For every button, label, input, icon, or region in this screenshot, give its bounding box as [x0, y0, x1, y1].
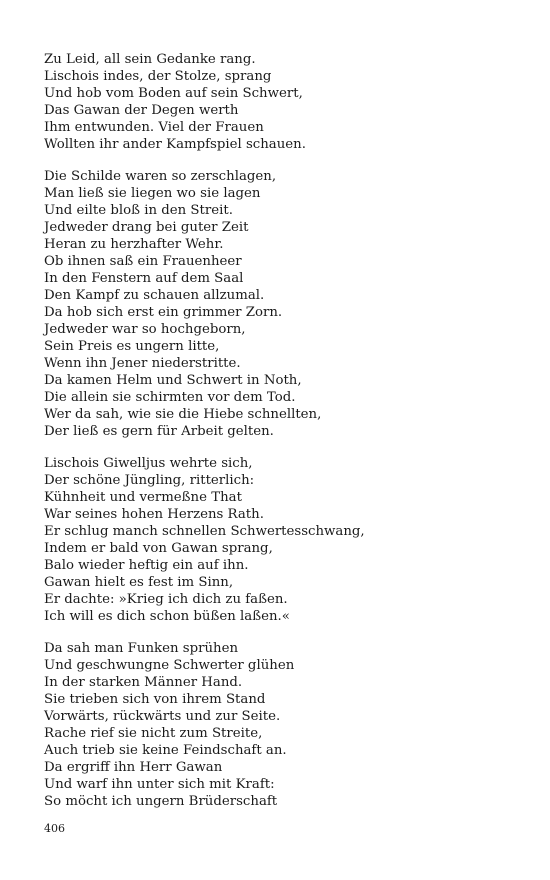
verse-line: Lischois Giwelljus wehrte sich, — [44, 456, 253, 471]
verse-line: Und geschwungne Schwerter glühen — [44, 658, 295, 673]
verse-line: Das Gawan der Degen werth — [44, 103, 239, 118]
verse-line: Und eilte bloß in den Streit. — [44, 203, 233, 218]
verse-line: Vorwärts, rückwärts und zur Seite. — [44, 709, 281, 724]
verse-line: Lischois indes, der Stolze, sprang — [44, 69, 272, 84]
verse-line: Kühnheit und vermeßne That — [44, 490, 242, 505]
verse-line: Wer da sah, wie sie die Hiebe schnellten, — [44, 407, 322, 422]
verse-line: Man ließ sie liegen wo sie lagen — [44, 186, 261, 201]
verse-line: In den Fenstern auf dem Saal — [44, 271, 244, 286]
verse-line: Auch trieb sie keine Feindschaft an. — [44, 743, 287, 758]
verse-line: Gawan hielt es fest im Sinn, — [44, 575, 234, 590]
stanza — [44, 168, 514, 440]
verse-line: Den Kampf zu schauen allzumal. — [44, 288, 265, 303]
verse-line: War seines hohen Herzens Rath. — [44, 507, 264, 522]
poem-text — [44, 51, 514, 825]
page-number: 406 — [44, 822, 65, 835]
stanza — [44, 640, 514, 810]
verse-line: Und hob vom Boden auf sein Schwert, — [44, 86, 303, 101]
verse-line: Jedweder drang bei guter Zeit — [44, 220, 249, 235]
verse-line: Sein Preis es ungern litte, — [44, 339, 220, 354]
verse-line: Da ergriff ihn Herr Gawan — [44, 760, 223, 775]
verse-line: Ich will es dich schon büßen laßen.« — [44, 609, 290, 624]
verse-line: Balo wieder heftig ein auf ihn. — [44, 558, 249, 573]
verse-line: Heran zu herzhafter Wehr. — [44, 237, 224, 252]
verse-line: Er dachte: »Krieg ich dich zu faßen. — [44, 592, 288, 607]
verse-line: Rache rief sie nicht zum Streite, — [44, 726, 263, 741]
verse-line: Der ließ es gern für Arbeit gelten. — [44, 424, 274, 439]
verse-line: So möcht ich ungern Brüderschaft — [44, 794, 278, 809]
stanza — [44, 51, 514, 153]
verse-line: Ihm entwunden. Viel der Frauen — [44, 120, 264, 135]
verse-line: Wenn ihn Jener niederstritte. — [44, 356, 241, 371]
stanza — [44, 455, 514, 625]
verse-line: Ob ihnen saß ein Frauenheer — [44, 254, 242, 269]
verse-line: Und warf ihn unter sich mit Kraft: — [44, 777, 275, 792]
verse-line: Wollten ihr ander Kampfspiel schauen. — [44, 137, 306, 152]
verse-line: Er schlug manch schnellen Schwertesschwang, — [44, 524, 365, 539]
verse-line: Da sah man Funken sprühen — [44, 641, 239, 656]
verse-line: Jedweder war so hochgeborn, — [44, 322, 246, 337]
verse-line: Da kamen Helm und Schwert in Noth, — [44, 373, 302, 388]
verse-line: Der schöne Jüngling, ritterlich: — [44, 473, 255, 488]
verse-line: Die allein sie schirmten vor dem Tod. — [44, 390, 296, 405]
verse-line: Zu Leid, all sein Gedanke rang. — [44, 52, 256, 67]
verse-line: Indem er bald von Gawan sprang, — [44, 541, 273, 556]
verse-line: Da hob sich erst ein grimmer Zorn. — [44, 305, 283, 320]
verse-line: Die Schilde waren so zerschlagen, — [44, 169, 277, 184]
verse-line: In der starken Männer Hand. — [44, 675, 243, 690]
verse-line: Sie trieben sich von ihrem Stand — [44, 692, 266, 707]
